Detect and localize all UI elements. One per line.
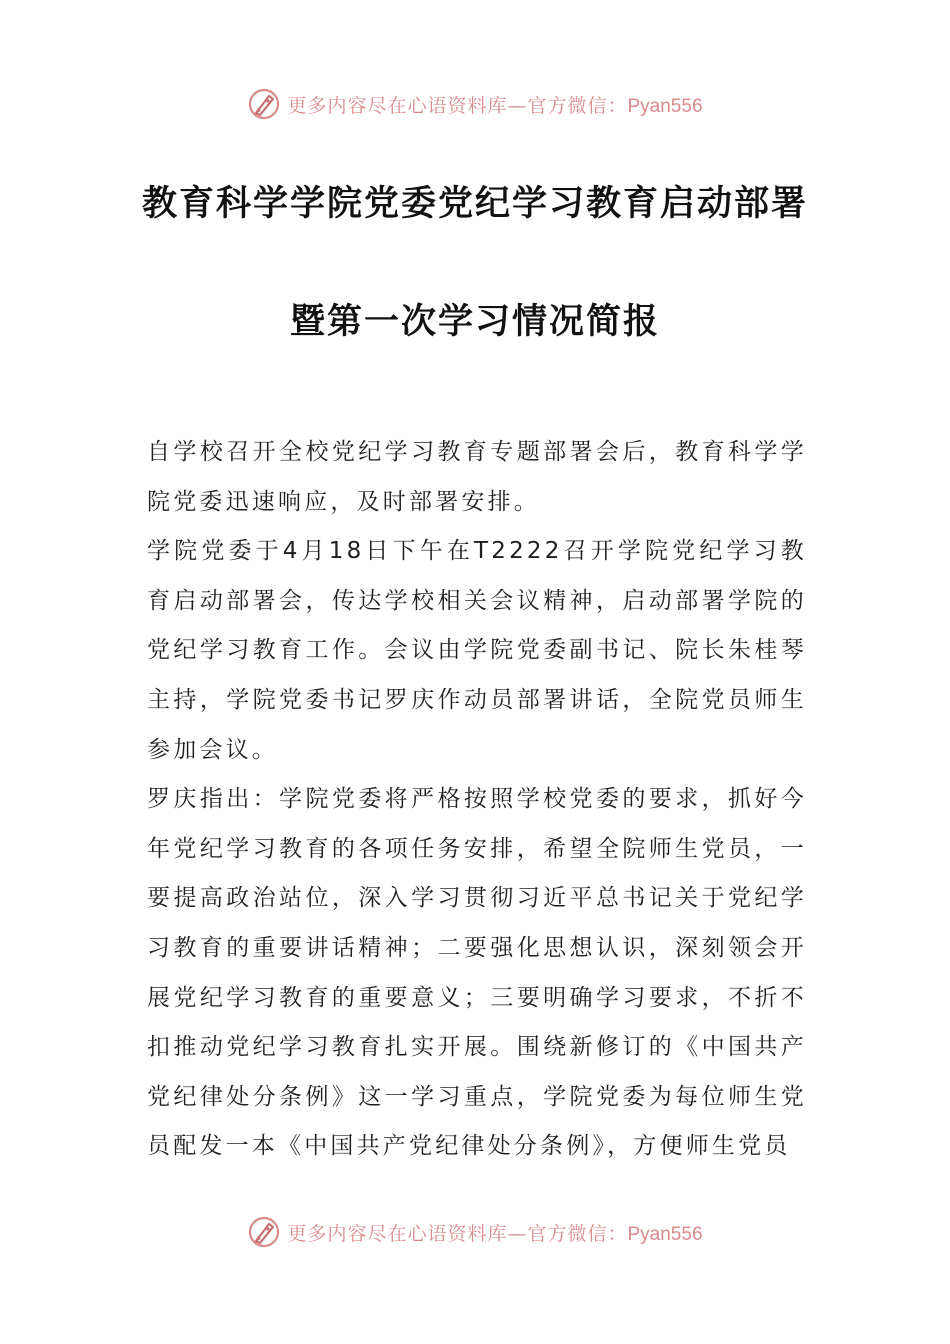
document-title-line-2: 暨第一次学习情况简报: [289, 301, 660, 342]
paragraph: 学院党委于4月18日下午在T2222召开学院党纪学习教育启动部署会，传达学校相关会议精神，启动部署学院的党纪学习教育工作。会议由学院党委副书记、院长朱桂琴主持，学院党委书记罗庆作动员部署讲话，全院党员师生参加会议。: [147, 538, 807, 763]
header-watermark: [0, 84, 950, 124]
pen-nib-logo-icon: [247, 1215, 281, 1249]
paragraph: 罗庆指出：学院党委将严格按照学校党委的要求，抓好今年党纪学习教育的各项任务安排，希望全院师生党员，一要提高政治站位，深入学习贯彻习近平总书记关于党纪学习教育的重要讲话精神；二要强化思想认识，深刻领会开展党纪学习教育的重要意义；三要明确学习要求，不折不扣推动党纪学习教育扎实开展。围绕新修订的《中国共产党纪律处分条例》这一学习重点，学院党委为每位师生党员配发一本《中国共产党纪律处分条例》，方便师生党员: [147, 786, 807, 1160]
document-body: [147, 428, 807, 1172]
watermark-code: Pyan556: [627, 1223, 703, 1245]
watermark-code: Pyan556: [627, 95, 703, 117]
paragraph: 自学校召开全校党纪学习教育专题部署会后，教育科学学院党委迅速响应，及时部署安排。: [147, 439, 807, 515]
document-title-line-1: 教育科学学院党委党纪学习教育启动部署: [141, 183, 808, 224]
pen-nib-logo-icon: [247, 87, 281, 121]
watermark-text: 更多内容尽在心语资料库—官方微信：Pyan556: [287, 94, 703, 117]
footer-watermark: [0, 1212, 950, 1252]
watermark-text: 更多内容尽在心语资料库—官方微信：Pyan556: [287, 1222, 703, 1245]
